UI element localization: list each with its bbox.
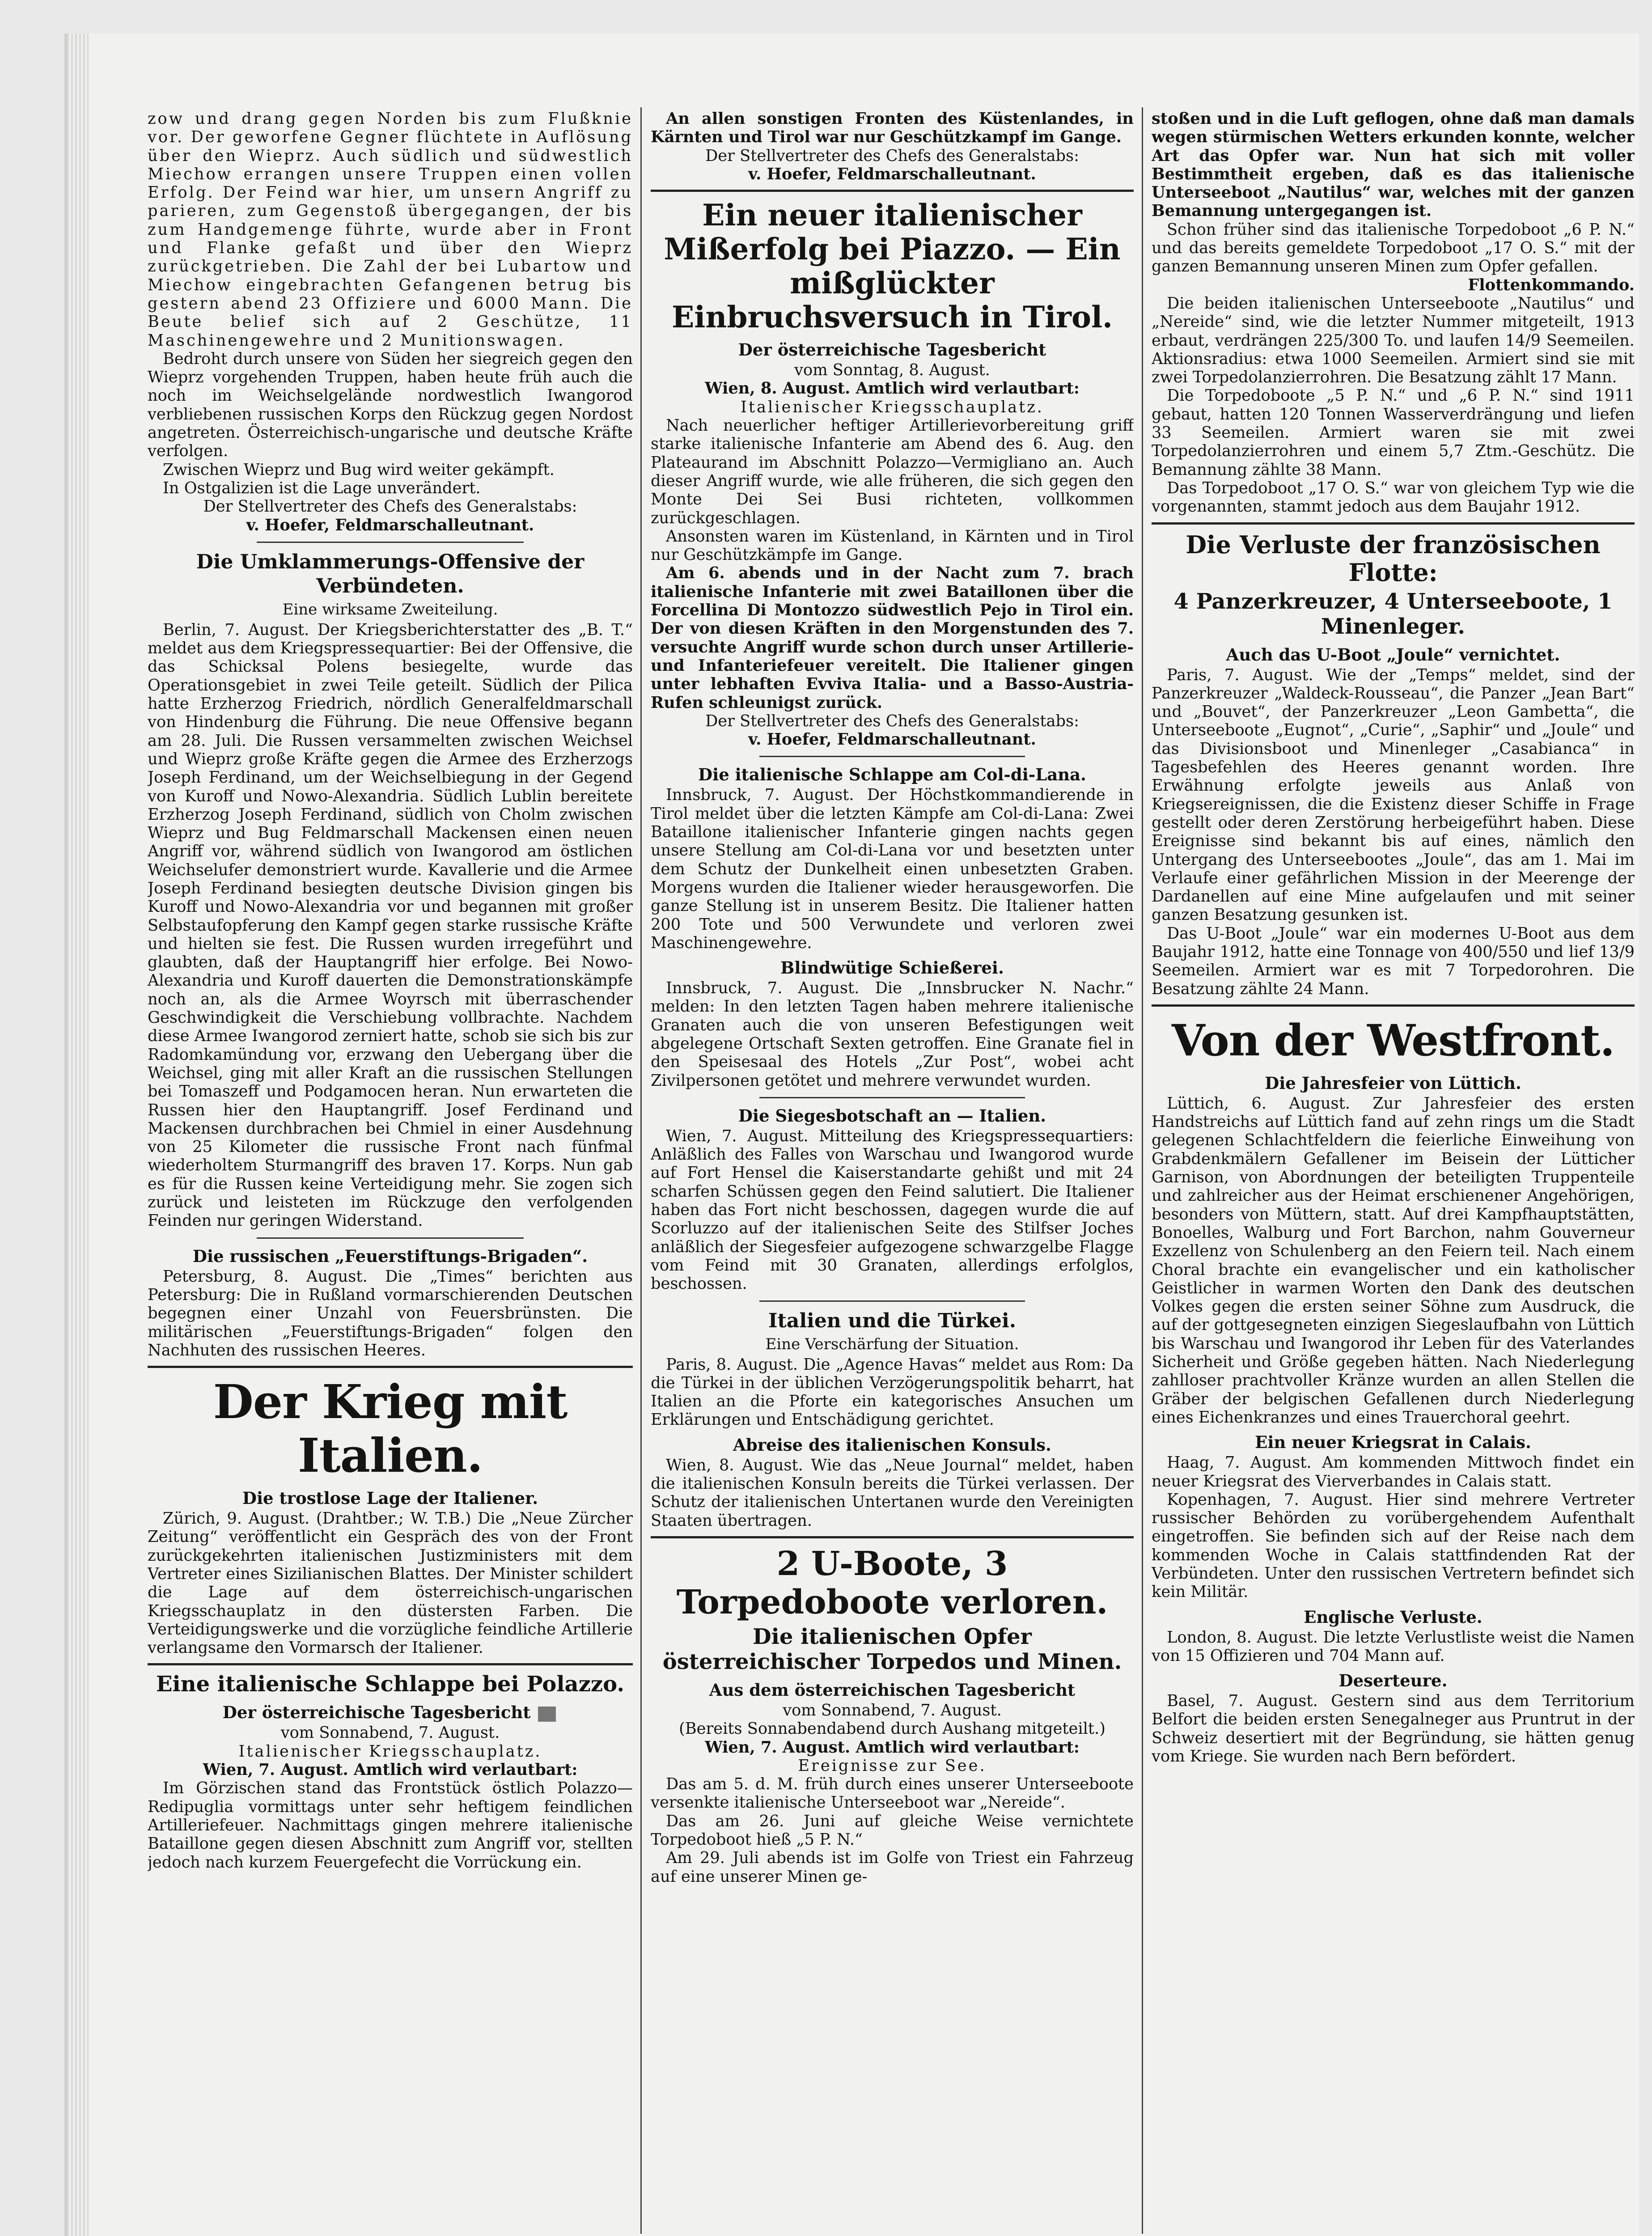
headline: Blindwütige Schießerei. [780, 958, 1004, 978]
subheadline: Auch das U-Boot „Joule“ vernichtet. [1226, 644, 1560, 665]
headline: Italien und die Türkei. [768, 1309, 1017, 1332]
article-text: Zwischen Wieprz und Bug wird weiter gekämpft. [163, 460, 555, 479]
subheadline [148, 1702, 633, 1723]
signature: v. Hoefer, Feldmarschalleutnant. [246, 516, 534, 534]
article-text: Die Torpedoboote „5 P. N.“ und „6 P. N.“ sind 1911 gebaut, hatten 120 Tonnen Wasserverdrängung und liefen 33 Seemeilen. Armiert waren sie mit zwei Torpedolanzierrohren und einem 5,7 Ztm.-Geschütz. Die Bemannung zählte 38 Mann. [1152, 386, 1635, 479]
divider [257, 542, 524, 543]
headline: Deserteure. [1339, 1671, 1448, 1691]
subheadline: vom Sonnabend, 7. August. [783, 1701, 1002, 1719]
headline: Die russischen „Feuerstiftungs-Brigaden“. [192, 1246, 588, 1266]
article-text: Im Görzischen stand das Frontstück östlich Polazzo—Redipuglia vormittags unter sehr heftigem feindlichen Artilleriefeuer. Nachmittags gingen mehrere italienische Bataillone gegen diesen Abschnitt zum Angriff vor, stellten jedoch nach kurzem Feuergefecht die Vorrückung ein. [148, 1779, 633, 1872]
main-headline: Die Verluste der französischen Flotte: [1186, 530, 1601, 587]
divider [257, 1237, 524, 1239]
article-text: London, 8. August. Die letzte Verlustliste weist die Namen von 15 Offizieren und 704 Mann auf. [1152, 1628, 1635, 1665]
subheadline: Eine wirksame Zweiteilung. [282, 600, 498, 618]
article-text: Wien, 7. August. Mitteilung des Kriegspressequartiers: Anläßlich des Falles von Warschau und Iwangorod wurde auf Fort Hensel die Kaiserstandarte gehißt und mit 24 scharfen Schüssen gegen den Feind salutiert. Die Italiener haben das Fort nicht beschossen, dagegen wurde die auf Scorluzzo auf der italienischen Seite des Stilfser Joches anläßlich der Siegesfeier aufgezogene schwarzgelbe Flagge vom Feind mit 30 Granaten, allerdings erfolglos, beschossen. [651, 1126, 1134, 1293]
article-text: stoßen und in die Luft geflogen, ohne daß man damals wegen stürmischen Wetters erkunden konnte, welcher Art das Opfer war. Nun hat sich mit voller Bestimmtheit ergeben, daß es das italienische Unterseeboot „Nautilus“ war, welches mit der ganzen Bemannung untergegangen ist. [1152, 110, 1635, 220]
column-rule [1142, 107, 1143, 2234]
subheadline: Die Jahresfeier von Lüttich. [1265, 1073, 1521, 1093]
subheadline: vom Sonnabend, 7. August. [280, 1724, 500, 1742]
print-mark-icon [538, 1707, 556, 1722]
article-text: In Ostgalizien ist die Lage unverändert. [163, 479, 481, 497]
divider [148, 1366, 633, 1368]
article-text: Basel, 7. August. Gestern sind aus dem Territorium Belfort die beiden ersten Senegalneger aus Pruntrut in der Schweiz desertiert mit der Begründung, sie hätten genug vom Kriege. Sie wurden nach Bern befördert. [1152, 1692, 1635, 1766]
article-text: Schon früher sind das italienische Torpedoboot „6 P. N.“ und das bereits gemeldete Torpedoboot „17 O. S.“ mit der ganzen Bemannung unseren Minen zum Opfer gefallen. [1152, 220, 1635, 276]
signature: v. Hoefer, Feldmarschalleutnant. [748, 165, 1036, 183]
article-text: Haag, 7. August. Am kommenden Mittwoch findet ein neuer Kriegsrat des Vierverbandes in Calais statt. [1152, 1453, 1635, 1491]
article-text: Das am 26. Juni auf gleiche Weise vernichtete Torpedoboot hieß „5 P. N.“ [651, 1812, 1134, 1849]
article-text: Paris, 7. August. Wie der „Temps“ meldet, sind der Panzerkreuzer „Waldeck-Rousseau“, die Panzer „Jean Bart“ und „Bouvet“, der Panzerkreuzer „Leon Gambetta“, die Unterseeboote „Eugnot“, „Curie“, „Saphir“ und „Joule“ und das Divisionsboot und Minenleger „Casabianca“ in Tagesbefehlen des Heeres genannt worden. Ihre Erwähnung erfolgte jeweils aus Anlaß von Kriegsereignissen, die die Existenz dieser Schiffe in Frage gestellt oder deren Zerstörung herbeigeführt haben. Diese Ereignisse sind bekannt bis auf eines, nämlich den Untergang des Unterseebootes „Joule“, das am 1. Mai im Verlaufe einer gefährlichen Mission in der Meerenge der Dardanellen auf eine Mine aufgelaufen und mit seiner ganzen Besatzung gesunken ist. [1152, 665, 1635, 924]
article-text: zow und drang gegen Norden bis zum Flußknie vor. Der geworfene Gegner flüchtete in Auflösung über den Wieprz. Auch südlich und südwestlich Miechow errangen unsere Truppen einen vollen Erfolg. Der Feind war hier, um unsern Angriff zu parieren, zum Gegenstoß übergegangen, der bis zum Handgemenge führte, wurde aber in Front und Flanke gefaßt und über den Wieprz zurückgetrieben. Die Zahl der bei Lubartow und Miechow eingebrachten Gefangenen betrug bis gestern abend 23 Offiziere und 6000 Mann. Die Beute belief sich auf 2 Geschütze, 11 Maschinengewehre und 2 Munitionswagen. [148, 110, 633, 350]
headline: Die italienischen Opfer österreichischer Torpedos und Minen. [662, 1624, 1122, 1674]
article-text: Am 6. abends und in der Nacht zum 7. brach italienische Infanterie mit zwei Bataillonen über die Forcellina Di Montozzo südwestlich Pejo in Tirol ein. Der von diesen Kräften in den Morgenstunden des 7. versuchte Angriff wurde schon durch unser Artillerie- und Infanteriefeuer vereitelt. Die Italiener gingen unter lebhaften Evviva Italia- und a Basso-Austria-Rufen schleunigst zurück. [651, 564, 1134, 712]
headline: Abreise des italienischen Konsuls. [733, 1435, 1051, 1455]
divider [1152, 522, 1635, 525]
signature: Flottenkommando. [1468, 275, 1635, 294]
article-text: Berlin, 7. August. Der Kriegsberichterstatter des „B. T.“ meldet aus dem Kriegspressequartier: Bei der Offensive, die das Schicksal Polens besiegelte, wurde das Operationsgebiet in zwei Teile geteilt. Südlich der Pilica hatte Erzherzog Friedrich, nördlich Generalfeldmarschall von Hindenburg die Führung. Die neue Offensive begann am 28. Juli. Die Russen versammelten zwischen Weichsel und Wieprz große Kräfte gegen die Armee des Erzherzogs Joseph Ferdinand, um der Weichselbiegung in der Gegend von Kuroff und Nowo-Alexandria. Südlich Lublin bereitete Erzherzog Joseph Ferdinand, südlich von Cholm zwischen Wieprz und Bug Feldmarschall Mackensen einen neuen Angriff vor, während südlich von Iwangorod am östlichen Weichselufer demonstriert wurde. Kavallerie und die Armee Joseph Ferdinand besiegten deutsche Division gingen bis Kuroff und Nowo-Alexandria vor und begannen mit großer Selbstaufopferung den Kampf gegen starke russische Kräfte und hielten sie fest. Die Russen wurden irregeführt und glaubten, daß der Hauptangriff hier erfolge. Bei Nowo-Alexandria und Kuroff dauerten die Demonstrationskämpfe noch an, als die Armee Woyrsch mit überraschender Geschwindigkeit die Verschiebung vollbrachte. Nachdem diese Armee Iwangorod zerniert hatte, schob sie sich bis zur Radomkamündung vor, erzwang den Uebergang über die Weichsel, ging mit aller Kraft an die russischen Stellungen bei Tomaszeff und Podgamocen heran. Nun erwarteten die Russen hier den Hauptangriff. Josef Ferdinand und Mackensen durchbrachen bei Chmiel in einer Ausdehnung von 25 Kilometer die russische Front nach fünfmal wiederholtem Sturmangriff des braven 17. Korps. Nun gab es für die Russen keine Verteidigung mehr. Sie zogen sich zurück und leisteten im Rückzuge den verfolgenden Feinden nur geringen Widerstand. [148, 620, 633, 1230]
signature: Der Stellvertreter des Chefs des Generalstabs: [705, 146, 1079, 165]
main-headline: 2 U-Boote, 3 Torpedoboote verloren. [676, 1544, 1108, 1622]
article-text: Wien, 8. August. Wie das „Neue Journal“ meldet, haben die italienischen Konsuln bereits die Türkei verlassen. Der Schutz der italienischen Untertanen wurde den Vereinigten Staaten übertragen. [651, 1456, 1134, 1530]
article-text: Petersburg, 8. August. Die „Times“ berichten aus Petersburg: Die in Rußland vormarschierenden Deutschen begegnen einer Unzahl von Feuersbrünsten. Die militärischen „Feuerstiftungs-Brigaden“ folgen den Nachhuten des russischen Heeres. [148, 1267, 633, 1359]
dateline: Wien, 7. August. Amtlich wird verlautbart: [203, 1761, 578, 1779]
article-text: Paris, 8. August. Die „Agence Havas“ meldet aus Rom: Da die Türkei in der üblichen Verzögerungspolitik beharrt, hat Italien an die Pforte ein kategorisches Ansuchen um Erklärungen und Entschädigung gerichtet. [651, 1355, 1134, 1429]
column-3 [1152, 110, 1635, 2232]
divider [759, 1300, 1025, 1302]
subheadline: (Bereits Sonnabendabend durch Aushang mitgeteilt.) [679, 1719, 1106, 1738]
subheadline: Die trostlose Lage der Italiener. [242, 1488, 538, 1508]
article-text: Am 29. Juli abends ist im Golfe von Triest ein Fahrzeug auf eine unserer Minen ge- [651, 1849, 1134, 1886]
article-text: Die beiden italienischen Unterseeboote „Nautilus“ und „Nereide“ sind, wie die letzter Nummer mitgeteilt, 1913 erbaut, verdrängen 225/300 To. und laufen 14/9 Seemeilen. Aktionsradius: etwa 1000 Seemeilen. Armiert sind sie mit zwei Torpedolanzierrohren. Die Besatzung zählt 17 Mann. [1152, 294, 1635, 387]
article-text: Das U-Boot „Joule“ war ein modernes U-Boot aus dem Baujahr 1912, hatte eine Tonnage von 400/550 und lief 13/9 Seemeilen. Armiert war es mit 7 Torpedorohren. Die Besatzung zählte 24 Mann. [1152, 924, 1635, 998]
subheadline: Eine Verschärfung der Situation. [765, 1335, 1019, 1353]
column-1 [148, 110, 633, 2232]
headline: Eine italienische Schlappe bei Polazzo. [156, 1672, 625, 1697]
article-text: Nach neuerlicher heftiger Artillerievorbereitung griff starke italienische Infanterie am Abend des 6. Aug. den Plateaurand im Abschnitt Polazzo—Vermigliano an. Auch dieser Angriff wurde, wie alle früheren, die sich gegen den Monte Dei Sei Busi richteten, vollkommen zurückgeschlagen. [651, 416, 1134, 527]
article-text: Innsbruck, 7. August. Die „Innsbrucker N. Nachr.“ melden: In den letzten Tagen haben mehrere italienische Granaten auch die von unseren Befestigungen weit abgelegene Ortschaft Sexten getroffen. Eine Granate fiel in den Speisesaal des Hotels „Zur Post“, wobei acht Zivilpersonen getötet und mehrere verwundet wurden. [651, 979, 1134, 1090]
article-text: Ansonsten waren im Küstenland, in Kärnten und in Tirol nur Geschützkämpfe im Gange. [651, 527, 1134, 564]
column-2 [651, 110, 1134, 2232]
page-binding-edge [67, 34, 89, 2236]
article-text: Lüttich, 6. August. Zur Jahresfeier des ersten Handstreichs auf Lüttich fand auf zehn rings um die Stadt gelegenen Schlachtfeldern die feierliche Einweihung von Grabdenkmälern Gefallener im Beisein der Lütticher Garnison, von Abordnungen der beteiligten Truppenteile und zahlreicher aus der Heimat erschienener Angehörigen, besonders von Müttern, statt. Auf drei Kampfhauptstätten, Bonoelles, Walburg und Fort Barchon, nahm Gouverneur Exzellenz von Schulenberg an den Feiern teil. Nach einem Choral brachte ein evangelischer und ein katholischer Geistlicher in warmen Worten den Dank des deutschen Volkes gegen die ersten seiner Söhne zum Ausdruck, die auf der gottgesegneten einzigen Siegeslaufbahn von Lüttich bis Warschau und Iwangorod ihr Leben für des Vaterlandes Sicherheit und Größe gegeben hätten. Nach Niederlegung zahlloser prachtvoller Kränze wurden an allen Stellen die Gräber der belgischen Gefallenen durch Niederlegung eines Eichenkranzes und eines Trauerchoral geehrt. [1152, 1094, 1635, 1427]
divider [148, 1663, 633, 1665]
subheadline: Italienischer Kriegsschauplatz. [238, 1742, 542, 1761]
article-text: Innsbruck, 7. August. Der Höchstkommandierende in Tirol meldet über die letzten Kämpfe am Col-di-Lana: Zwei Bataillone italienischer Infanterie gingen nachts gegen unsere Stellung am Col-di-Lana vor und besetzten unter dem Schutz der Dunkelheit einen unbesetzten Graben. Morgens wurden die Italiener wieder herausgeworfen. Die ganze Stellung ist in unserem Besitz. Die Italiener hatten 200 Tote und 500 Verwundete und verloren zwei Maschinengewehre. [651, 786, 1134, 952]
column-rule [640, 107, 642, 2234]
headline: 4 Panzerkreuzer, 4 Unterseeboote, 1 Minenleger. [1173, 589, 1613, 639]
headline: Englische Verluste. [1304, 1607, 1483, 1627]
headline: Die Siegesbotschaft an — Italien. [738, 1105, 1046, 1126]
article-text: An allen sonstigen Fronten des Küstenlandes, in Kärnten und Tirol war nur Geschützkampf im Gange. [651, 110, 1134, 147]
article-text: Zürich, 9. August. (Drahtber.; W. T.B.) Die „Neue Zürcher Zeitung“ veröffentlicht ein Gespräch des von der Front zurückgekehrten italienischen Justizministers mit dem Vertreter eines Sizilianischen Blattes. Der Minister schildert die Lage auf dem österreichisch-ungarischen Kriegsschauplatz in den düstersten Farben. Die Verteidigungswerke und die vorzügliche feindliche Artillerie verlangsame den Vormarsch der Italiener. [148, 1509, 633, 1657]
subheadline: Italienischer Kriegsschauplatz. [741, 398, 1044, 416]
signature: Der Stellvertreter des Chefs des Generalstabs: [705, 711, 1079, 730]
article-text: Das am 5. d. M. früh durch eines unserer Unterseeboote versenkte italienische Unterseeboot war „Nereide“. [651, 1775, 1134, 1812]
article-text: Bedroht durch unsere von Süden her siegreich gegen den Wieprz vorgehenden Truppen, haben heute früh auch die noch im Weichselgelände nordwestlich Iwangorod verbliebenen russischen Korps den Rückzug gegen Nordost angetreten. Österreichisch-ungarische und deutsche Kräfte verfolgen. [148, 349, 633, 461]
signature: v. Hoefer, Feldmarschalleutnant. [748, 730, 1036, 749]
headline: Ein neuer italienischer Mißerfolg bei Piazzo. — Ein mißglückter Einbruchsversuch in Tirol. [664, 198, 1121, 335]
divider [1152, 1004, 1635, 1007]
headline: Die italienische Schlappe am Col-di-Lana. [698, 765, 1086, 785]
article-text: Das Torpedoboot „17 O. S.“ war von gleichem Typ wie die vorgenannten, stammt jedoch aus dem Baujahr 1912. [1152, 479, 1635, 516]
article-text: Kopenhagen, 7. August. Hier sind mehrere Vertreter russischer Behörden zu vorübergehendem Aufenthalt eingetroffen. Sie befinden sich auf der Reise nach dem kommenden Woche in Calais stattfindenden Rat der Verbündeten. Unter den russischen Vertretern befindet sich kein Militär. [1152, 1490, 1635, 1601]
divider [651, 190, 1134, 192]
dateline: Wien, 7. August. Amtlich wird verlautbart: [705, 1738, 1080, 1757]
signature: Der Stellvertreter des Chefs des Generalstabs: [203, 497, 577, 516]
main-headline: Von der Westfront. [1171, 1015, 1615, 1066]
headline: Ein neuer Kriegsrat in Calais. [1255, 1432, 1531, 1453]
subheadline: Der österreichische Tagesbericht [738, 340, 1046, 360]
dateline: Wien, 8. August. Amtlich wird verlautbart: [705, 379, 1080, 398]
subheadline: vom Sonntag, 8. August. [794, 361, 990, 380]
divider [759, 756, 1025, 757]
subheadline: Ereignisse zur See. [798, 1756, 987, 1775]
subheadline: Aus dem österreichischen Tagesbericht [709, 1680, 1076, 1700]
headline: Die Umklammerungs-Offensive der Verbündeten. [196, 550, 585, 597]
subheadline-text: Der österreichische Tagesbericht [222, 1702, 531, 1723]
divider [651, 1536, 1134, 1538]
main-headline: Der Krieg mit Italien. [213, 1374, 568, 1483]
divider [759, 1097, 1025, 1098]
